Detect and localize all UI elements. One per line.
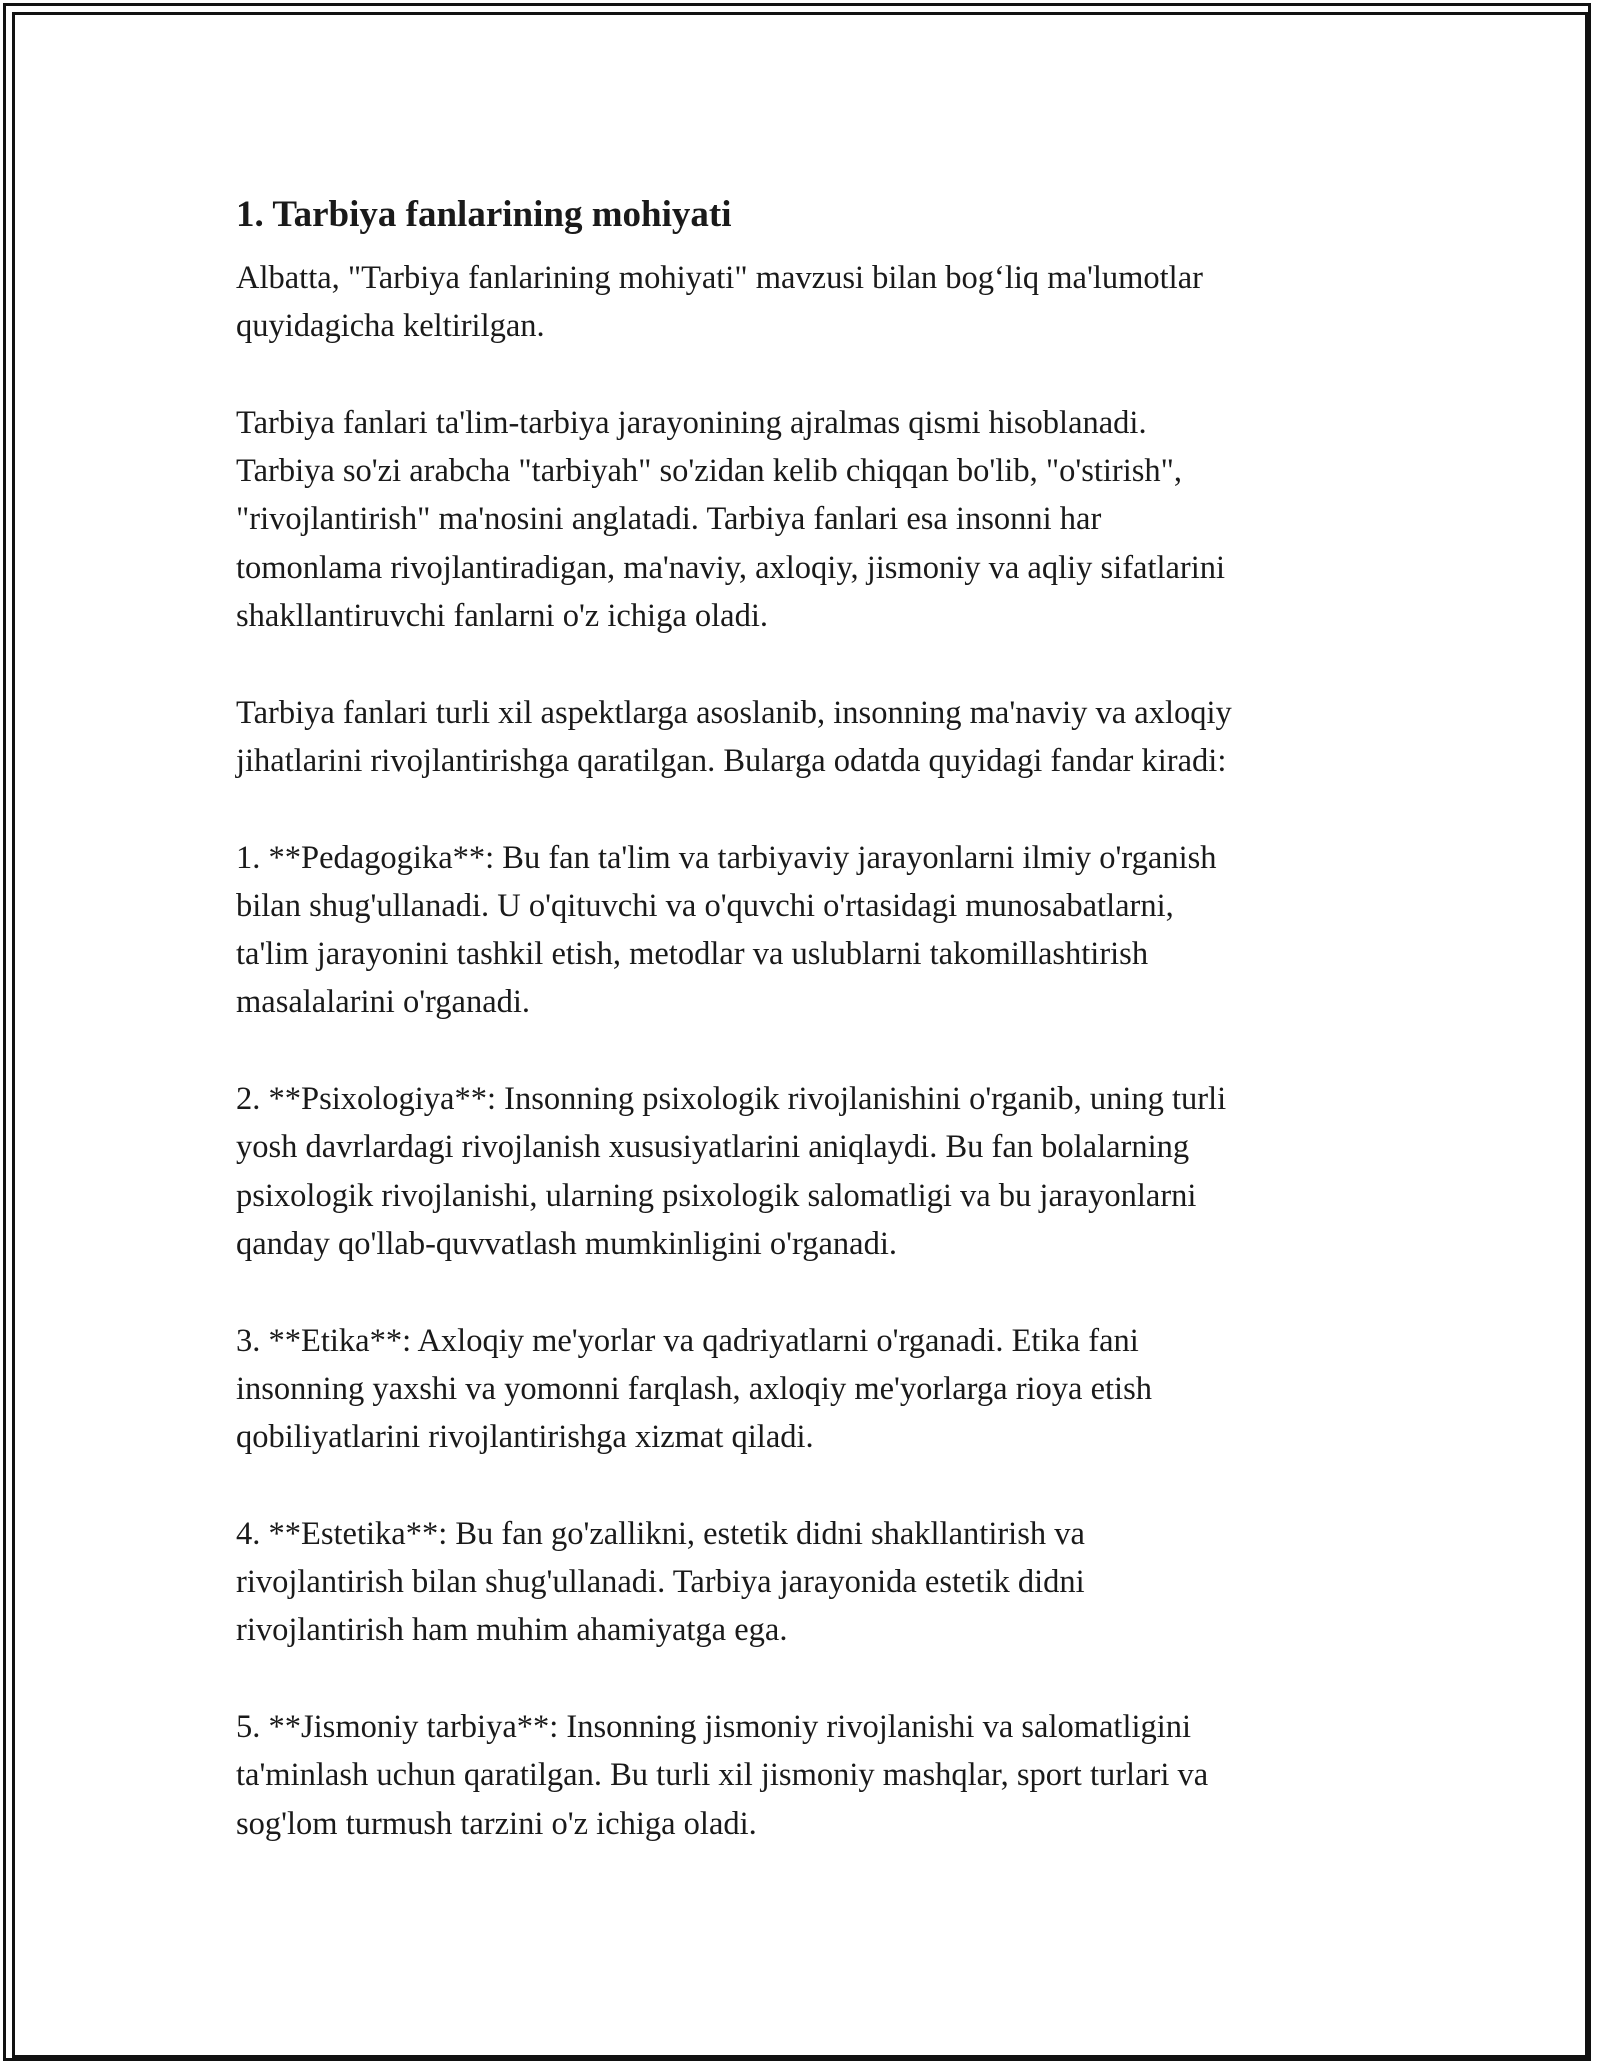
paragraph-line: rivojlantirish bilan shug'ullanadi. Tarbiya jarayonida estetik didni (236, 1564, 1085, 1601)
paragraph-line: Tarbiya fanlari turli xil aspektlarga asoslanib, insonning ma'naviy va axloqiy (236, 694, 1232, 731)
paragraph (236, 254, 1416, 351)
paragraph-line: bilan shug'ullanadi. U o'qituvchi va o'quvchi o'rtasidagi munosabatlarni, (236, 887, 1174, 924)
paragraph-line: "rivojlantirish" ma'nosini anglatadi. Tarbiya fanlari esa insonni har (236, 501, 1102, 538)
paragraph-line: 4. **Estetika**: Bu fan go'zallikni, estetik didni shakllantirish va (236, 1515, 1085, 1552)
paragraph-line: ta'lim jarayonini tashkil etish, metodlar va uslublarni takomillashtirish (236, 936, 1149, 973)
paragraph (236, 834, 1416, 1027)
paragraph (236, 1317, 1416, 1462)
paragraph-line: tomonlama rivojlantiradigan, ma'naviy, axloqiy, jismoniy va aqliy sifatlarini (236, 549, 1226, 586)
paragraph-line: 1. **Pedagogika**: Bu fan ta'lim va tarbiyaviy jarayonlarni ilmiy o'rganish (236, 839, 1217, 876)
paragraph-line: sog'lom turmush tarzini o'z ichiga oladi. (236, 1805, 757, 1842)
paragraph-line: insonning yaxshi va yomonni farqlash, axloqiy me'yorlarga rioya etish (236, 1370, 1152, 1407)
paragraph-line: rivojlantirish ham muhim ahamiyatga ega. (236, 1612, 788, 1649)
paragraph-line: qobiliyatlarini rivojlantirishga xizmat qiladi. (236, 1419, 814, 1456)
paragraph (236, 399, 1416, 640)
paragraph-line: Tarbiya so'zi arabcha "tarbiyah" so'zidan kelib chiqqan bo'lib, "o'stirish", (236, 453, 1183, 490)
paragraph-line: psixologik rivojlanishi, ularning psixologik salomatligi va bu jarayonlarni (236, 1177, 1197, 1214)
paragraph (236, 689, 1416, 786)
paragraph-line: quyidagicha keltirilgan. (236, 308, 545, 345)
paragraph-line: qanday qo'llab-quvvatlash mumkinligini o'rganadi. (236, 1225, 897, 1262)
paragraph-line: shakllantiruvchi fanlarni o'z ichiga oladi. (236, 598, 768, 635)
page-title: 1. Tarbiya fanlarining mohiyati (236, 194, 732, 235)
paragraph (236, 1510, 1416, 1655)
paragraph-line: yosh davrlardagi rivojlanish xususiyatlarini aniqlaydi. Bu fan bolalarning (236, 1129, 1190, 1166)
document-body (236, 182, 1416, 1848)
paragraph-line: ta'minlash uchun qaratilgan. Bu turli xil jismoniy mashqlar, sport turlari va (236, 1757, 1209, 1794)
paragraph-line: jihatlarini rivojlantirishga qaratilgan. Bularga odatda quyidagi fandar kiradi: (236, 742, 1227, 779)
paragraph-line: 2. **Psixologiya**: Insonning psixologik rivojlanishini o'rganib, uning turli (236, 1081, 1227, 1118)
paragraph-line: Tarbiya fanlari ta'lim-tarbiya jarayonining ajralmas qismi hisoblanadi. (236, 404, 1147, 441)
paragraph-line: Albatta, "Tarbiya fanlarining mohiyati" mavzusi bilan bog‘liq ma'lumotlar (236, 260, 1203, 296)
paragraph-line: 3. **Etika**: Axloqiy me'yorlar va qadriyatlarni o'rganadi. Etika fani (236, 1322, 1139, 1359)
paragraph (236, 1703, 1416, 1848)
paragraph (236, 1075, 1416, 1268)
paragraph-line: 5. **Jismoniy tarbiya**: Insonning jismoniy rivojlanishi va salomatligini (236, 1708, 1192, 1745)
paragraph-list (236, 254, 1416, 1848)
paragraph-line: masalalarini o'rganadi. (236, 984, 531, 1021)
